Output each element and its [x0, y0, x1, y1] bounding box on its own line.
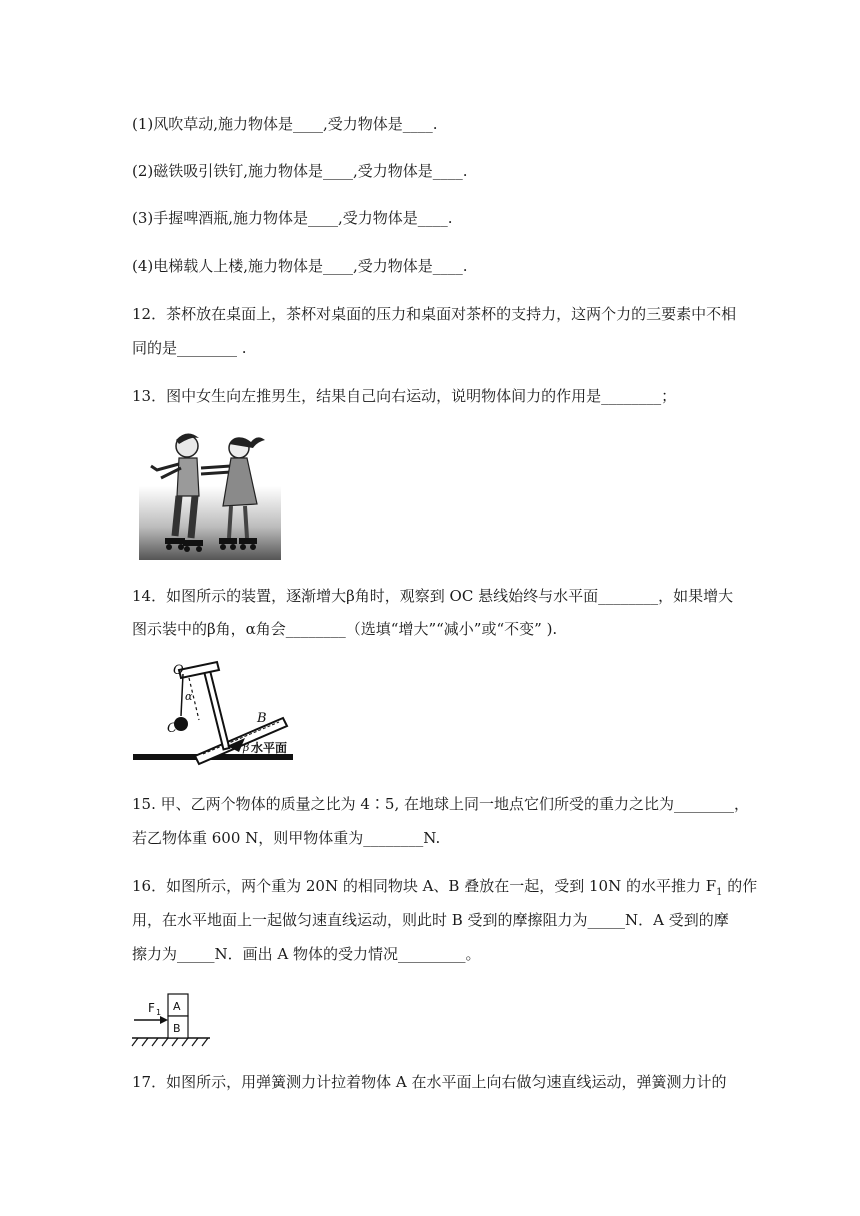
q16-line1-sub: 1 [716, 887, 723, 898]
q16-line2: 用，在水平地面上一起做匀速直线运动，则此时 B 受到的摩擦阻力为_____N．A 受到的摩 [132, 911, 729, 929]
q16-line1 [132, 875, 757, 904]
q14-label-o: O [173, 663, 184, 678]
q14-label-c: C [167, 721, 177, 736]
q13-line1: 13．图中女生向左推男生，结果自己向右运动，说明物体间力的作用是________； [132, 387, 677, 405]
q16-line3: 擦力为_____N．画出 A 物体的受力情况_________。 [132, 945, 481, 963]
q16-label-b: B [173, 1022, 181, 1035]
q16-label-a: A [173, 1000, 181, 1013]
q14-label-b: B [257, 711, 267, 726]
q14-label-ground: 水平面 [251, 741, 288, 755]
q11-sub3-text: (3)手握啤酒瓶,施力物体是____,受力物体是____. [132, 209, 453, 227]
q16-label-f: F [148, 1001, 155, 1015]
q16-label-f-sub: 1 [156, 1008, 162, 1017]
q11-sub4-text: (4)电梯载人上楼,施力物体是____,受力物体是____. [132, 257, 468, 275]
q17-line1: 17．如图所示，用弹簧测力计拉着物体 A 在水平面上向右做匀速直线运动，弹簧测力计的 [132, 1073, 727, 1091]
q11-sub1-text: (1)风吹草动,施力物体是____,受力物体是____. [132, 115, 438, 133]
q12-line1: 12．茶杯放在桌面上，茶杯对桌面的压力和桌面对茶杯的支持力，这两个力的三要素中不相 [132, 305, 737, 323]
q16-line1-post: 的作 [722, 877, 758, 895]
q14-pendulum-figure [133, 660, 293, 766]
q15-line2: 若乙物体重 600 N，则甲物体重为________N. [132, 829, 441, 847]
q14-line1: 14．如图所示的装置，逐渐增大β角时，观察到 OC 悬线始终与水平面________，如果增大 [132, 587, 734, 605]
q14-label-beta: β [243, 741, 250, 754]
q16-line1-pre: 16．如图所示，两个重为 20N 的相同物块 A、B 叠放在一起，受到 10N 的水平推力 F [132, 877, 717, 895]
q14-line2: 图示装中的β角，α角会________（选填“增大”“减小”或“不变” ). [132, 620, 558, 638]
q12-line2: 同的是________ . [132, 339, 247, 357]
q13-skaters-figure [139, 426, 281, 560]
q14-label-alpha: α [185, 690, 193, 703]
q16-blocks-figure [130, 988, 212, 1054]
q15-line1: 15. 甲、乙两个物体的质量之比为 4∶5, 在地球上同一地点它们所受的重力之比为________， [132, 795, 750, 813]
q11-sub2-text: (2)磁铁吸引铁钉,施力物体是____,受力物体是____. [132, 162, 468, 180]
